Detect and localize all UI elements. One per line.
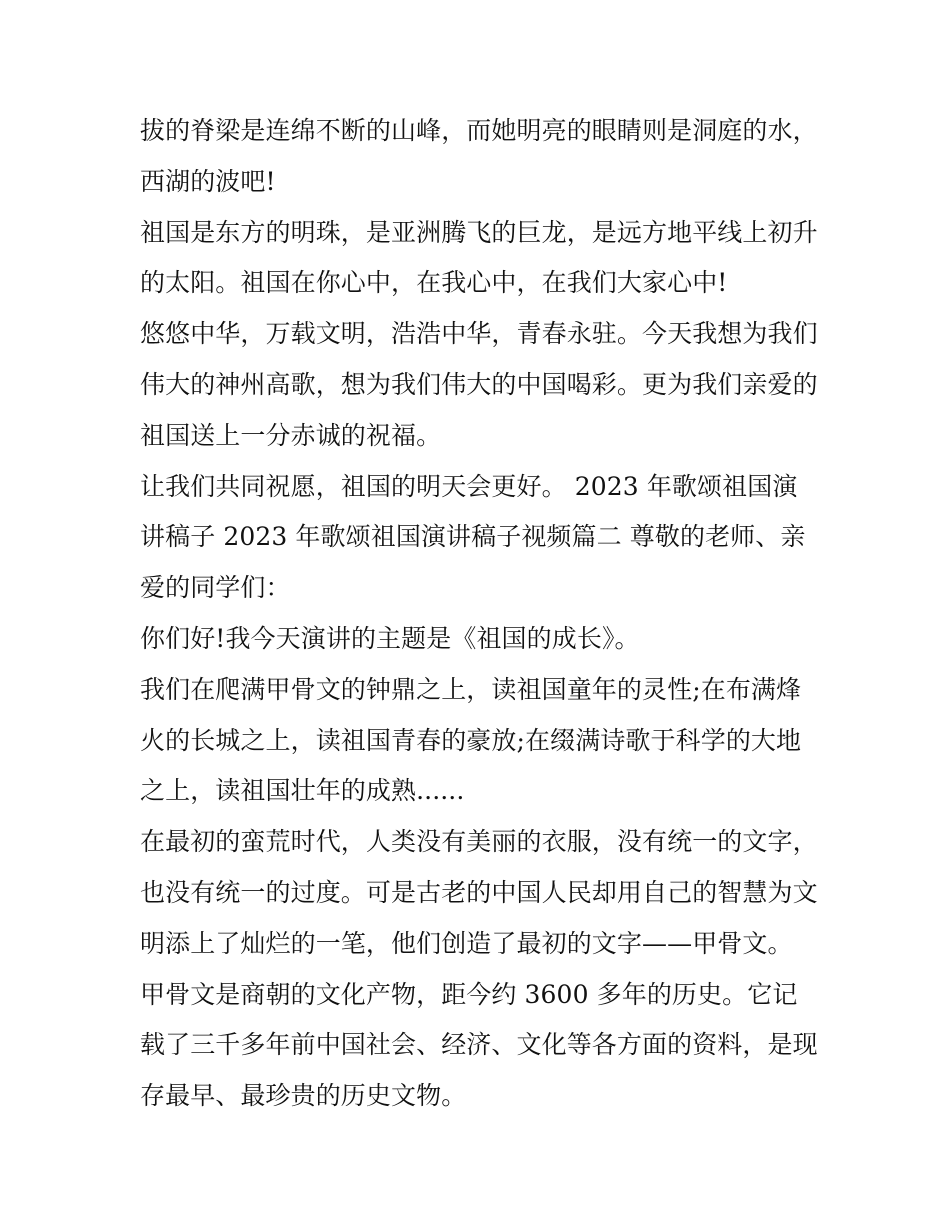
paragraph-5: 你们好!我今天演讲的主题是《祖国的成长》。 [140, 623, 640, 653]
paragraph-7: 在最初的蛮荒时代，人类没有美丽的衣服，没有统一的文字，也没有统一的过度。可是古老的中国人民却用自己的智慧为文明添上了灿烂的一笔，他们创造了最初的文字——甲骨文。 [140, 827, 818, 958]
paragraph-4: 让我们共同祝愿，祖国的明天会更好。 2023 年歌颂祖国演讲稿子 2023 年歌颂祖国演讲稿子视频篇二 尊敬的老师、亲爱的同学们： [140, 471, 806, 603]
paragraph-3: 悠悠中华，万载文明，浩浩中华，青春永驻。今天我想为我们伟大的神州高歌，想为我们伟大的中国喝彩。更为我们亲爱的祖国送上一分赤诚的祝福。 [140, 319, 818, 450]
paragraph-2: 祖国是东方的明珠，是亚洲腾飞的巨龙，是远方地平线上初升的太阳。祖国在你心中，在我心中，在我们大家心中! [140, 217, 818, 298]
document-body [140, 106, 820, 1122]
paragraph-1: 拔的脊梁是连绵不断的山峰，而她明亮的眼睛则是洞庭的水，西湖的波吧! [140, 116, 818, 196]
paragraph-8: 甲骨文是商朝的文化产物，距今约 3600 多年的历史。它记载了三千多年前中国社会、经济、文化等各方面的资料，是现存最早、最珍贵的历史文物。 [140, 979, 818, 1111]
paragraph-6: 我们在爬满甲骨文的钟鼎之上，读祖国童年的灵性;在布满烽火的长城之上，读祖国青春的豪放;在缀满诗歌于科学的大地之上，读祖国壮年的成熟...... [140, 674, 802, 806]
